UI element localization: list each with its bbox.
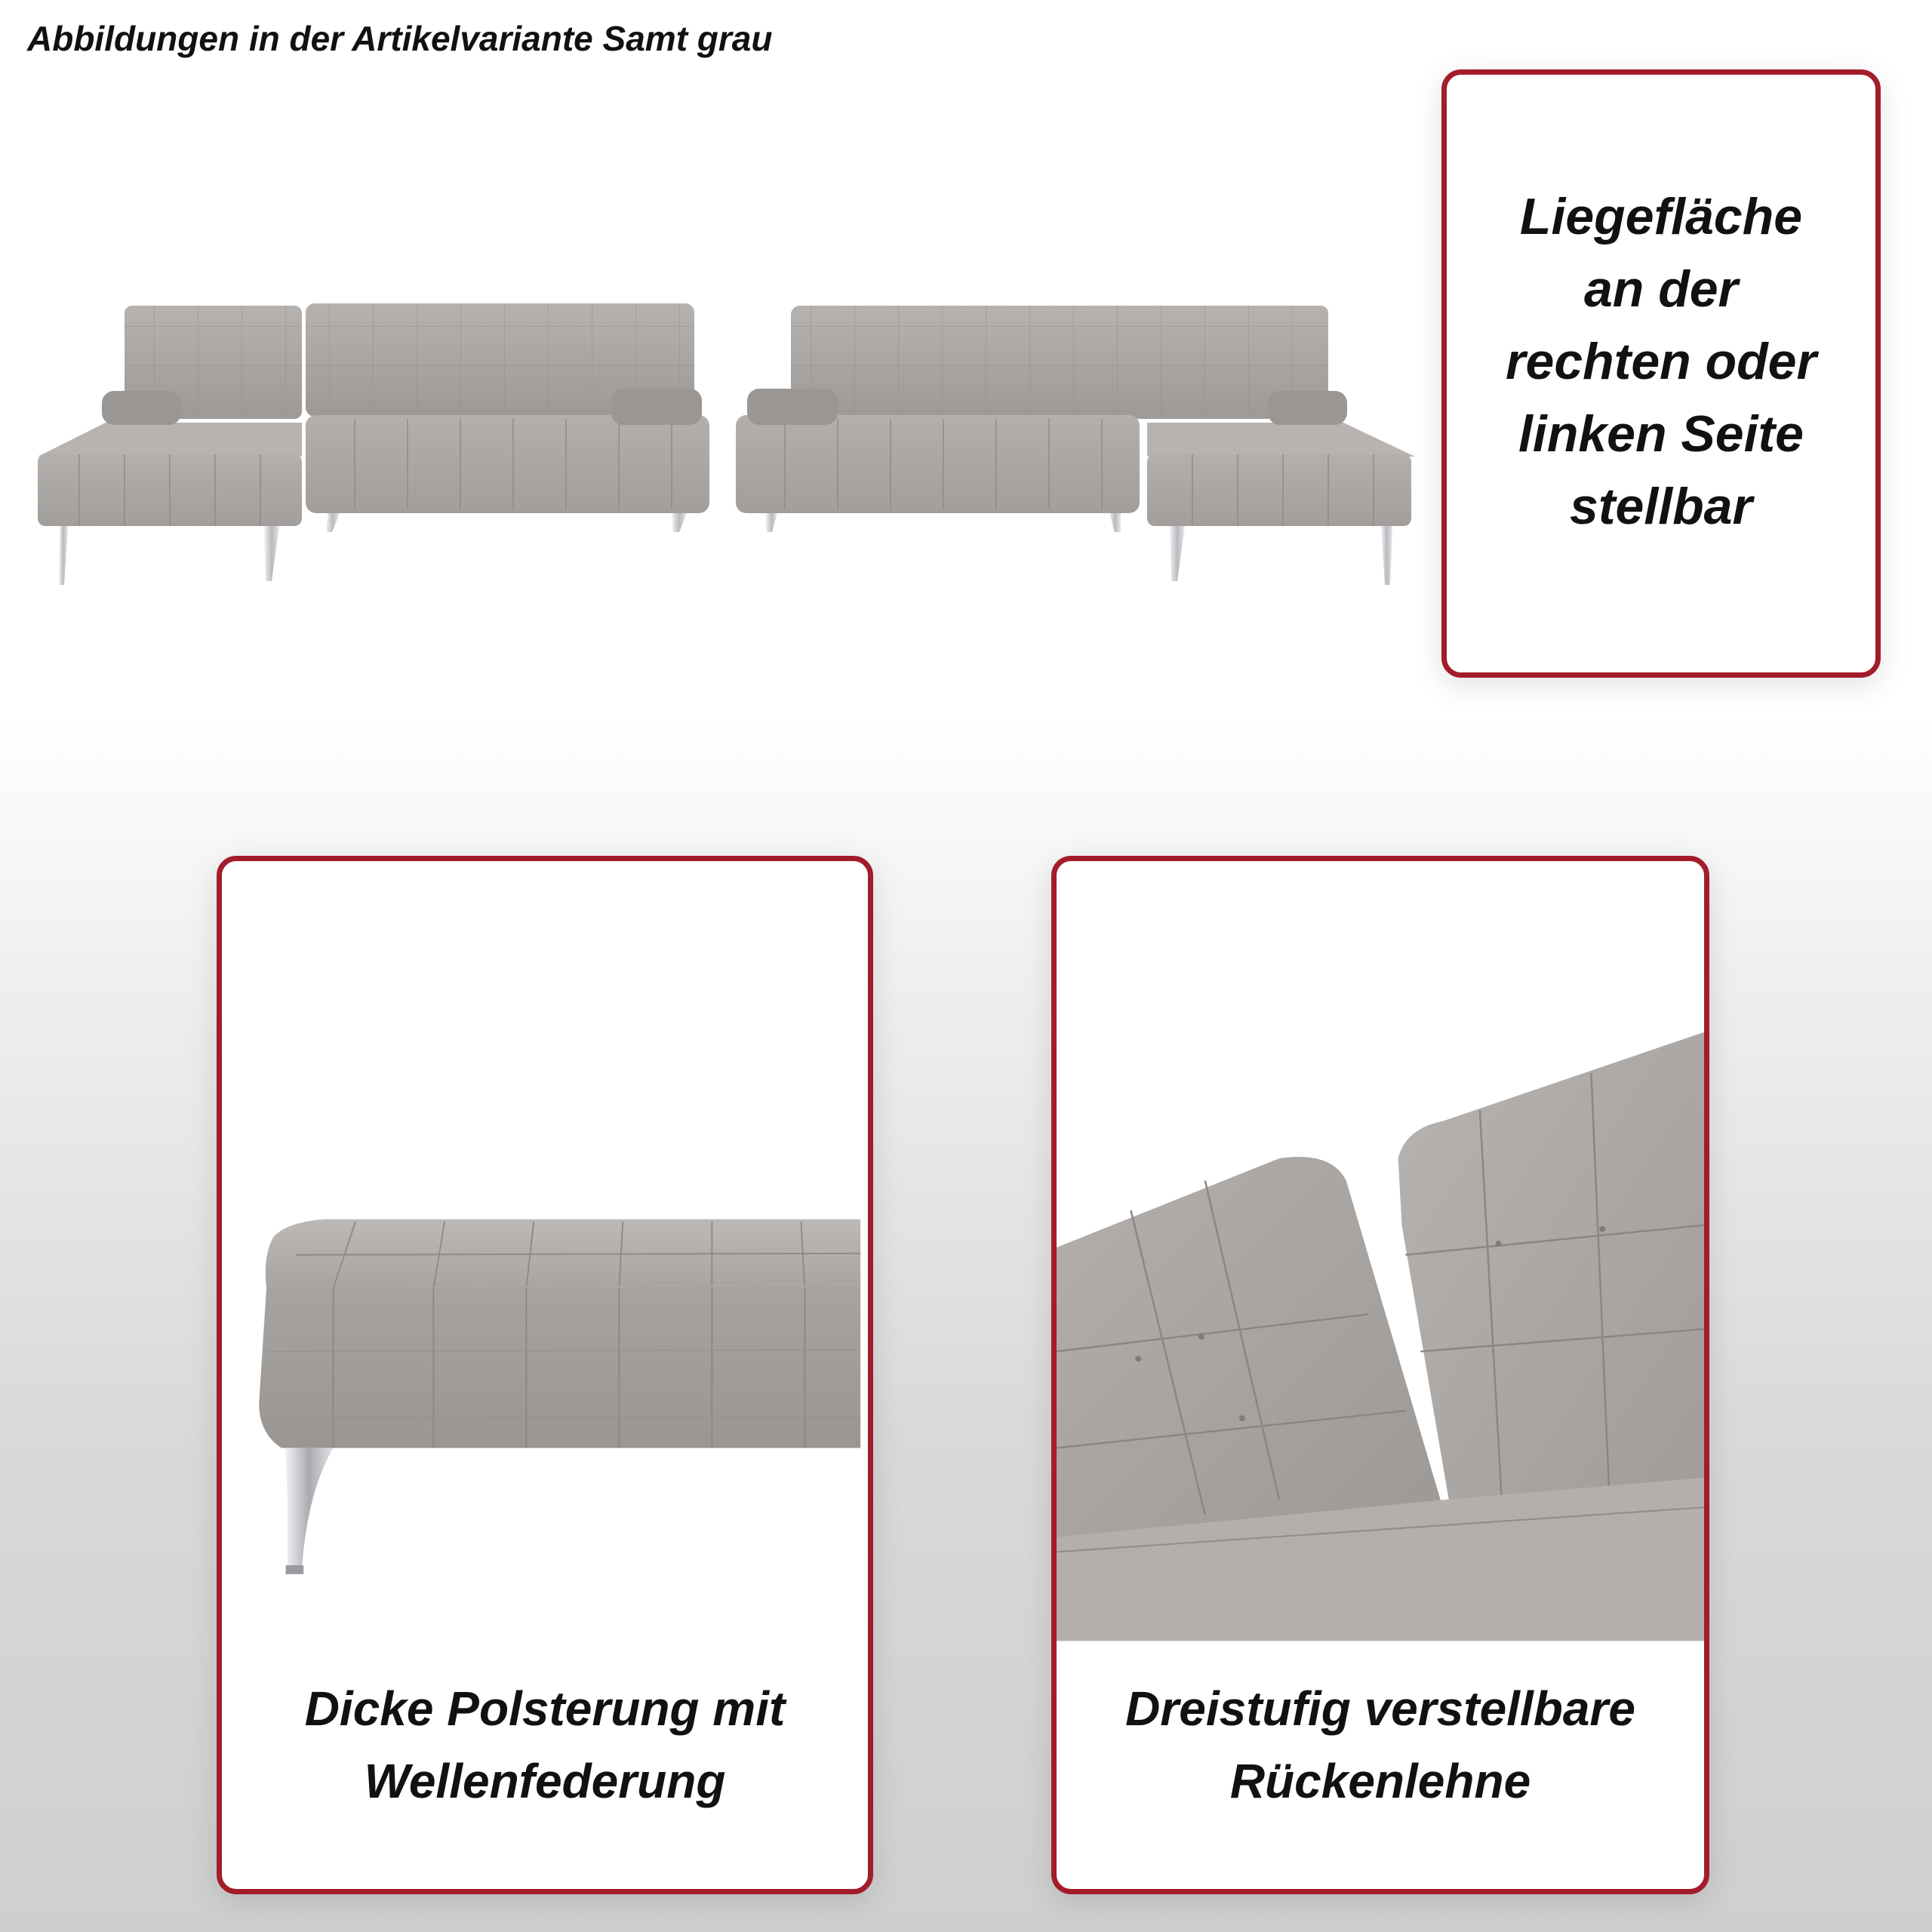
feature-line: an der xyxy=(1583,260,1739,318)
feature-card-orientation xyxy=(1441,69,1881,678)
feature-line: rechten oder xyxy=(1506,333,1817,390)
feature-line: linken Seite xyxy=(1518,405,1804,463)
feature-line: Liegefläche xyxy=(1519,188,1803,245)
sofa-left-chaise xyxy=(38,303,709,585)
hero-sofa-image xyxy=(23,287,1426,604)
feature-line: Dicke Polsterung mit xyxy=(304,1681,786,1736)
page-caption: Abbildungen in der Artikelvariante Samt grau xyxy=(27,19,773,58)
feature-text-backrest xyxy=(1057,1672,1704,1817)
feature-text-padding xyxy=(222,1672,868,1817)
feature-line: Dreistufig verstellbare xyxy=(1125,1681,1635,1736)
feature-text-orientation xyxy=(1447,180,1875,543)
feature-line: stellbar xyxy=(1570,478,1752,535)
feature-card-padding xyxy=(217,856,873,1894)
feature-line: Rückenlehne xyxy=(1229,1754,1531,1808)
feature-card-backrest xyxy=(1051,856,1709,1894)
chaise-closeup-image xyxy=(222,1027,868,1646)
backrest-closeup-image xyxy=(1057,1027,1704,1646)
sofa-right-chaise xyxy=(736,306,1415,585)
feature-line: Wellenfederung xyxy=(364,1754,726,1808)
